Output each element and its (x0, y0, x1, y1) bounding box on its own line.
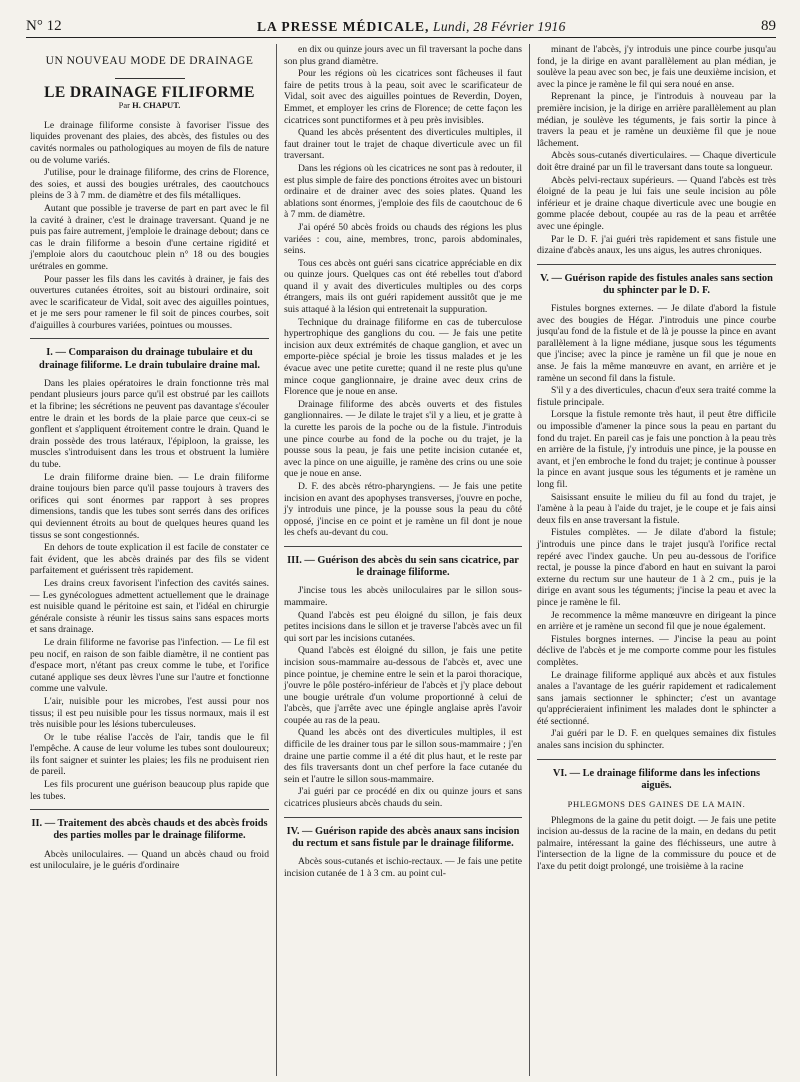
paragraph: Par le D. F. j'ai guéri très rapidement et sans fistule une dizaine d'abcès anaux, les uns aigus, les autres chroniques. (537, 233, 776, 257)
issue-number: N° 12 (26, 18, 62, 34)
paragraph: Dans les régions où les cicatrices ne sont pas à redouter, il est plus simple de faire des ponctions étroites avec un bistouri ordinaire et de drainer avec des soies plates. Quand les ablations sont énormes, j'emploie des fils de caoutchouc de 6 à 7 mm. de diamètre. (284, 162, 522, 221)
paragraph: Lorsque la fistule remonte très haut, il peut être difficile ou impossible d'amener la pince sous la peau en partant du fond du trajet. En pareil cas je fais une ponction à la peau très en arrière de la fistule, j'y introduis une pince, je la pousse en avant, et j'en embroche le fond du trajet; je continue à pousser la pince en avant jusque sous les téguments et je ramène un long fil. (537, 409, 776, 490)
paragraph: Les drains creux favorisent l'infection des cavités saines. — Les gynécologues admettent actuellement que le drainage est nuisible quand le péritoine est sain, et l'idéal en chirurgie générale consiste à réunir les tissus sains sans espaces morts et sans drainage. (30, 577, 269, 636)
paragraph: Abcès sous-cutanés diverticulaires. — Chaque diverticule doit être drainé par un fil le traversant dans toute sa longueur. (537, 150, 776, 173)
paragraph: Je recommence la même manœuvre en dirigeant la pince en arrière et je ramène un second fil que je noue également. (537, 609, 776, 633)
journal-line (257, 19, 566, 35)
paragraph: J'ai guéri par ce procédé en dix ou quinze jours et sans cicatrices plusieurs abcès chauds du sein. (284, 786, 522, 810)
paragraph: Quand l'abcès est éloigné du sillon, je fais une petite incision sous-mammaire au-dessous de l'abcès et, avec une pince pointue, je chemine entre le sein et la paroi thoracique, j'ouvre le pôle postéro-inférieur de l'abcès et j'y place debout une bougie urétrale d'un volume proportionné à celui de l'abcès, que j'arrête avec une épingle anglaise après l'avoir coupée au ras de la peau. (284, 645, 522, 726)
paragraph: Le drainage filiforme appliqué aux abcès et aux fistules anales a l'avantage de les guérir rapidement et radicalement sans jamais sectionner le sphincter; c'est un avantage qu'apprécieraient infiniment les malades dont le sphincter a été sectionné. (537, 669, 776, 727)
title-rule (115, 78, 185, 79)
paragraph: Le drain filiforme ne favorise pas l'infection. — Le fil est peu nocif, en raison de son faible diamètre, il ne contient pas d'espace mort, n'étant pas creux comme le tube, et l'orifice cutané applique ses deux lèvres l'une sur l'autre et fonctionne comme une valvule. (30, 636, 269, 695)
paragraph: Dans les plaies opératoires le drain fonctionne très mal pendant plusieurs jours parce qu'il est obstrué par les caillots et la fibrine; les sécrétions ne peuvent pas davantage s'écouler entre le drain et les bords de la plaie parce que ceux-ci se gonflent et s'appliquent étroitement contre le drain. Quand le drain possède des trous latéraux, l'épiploon, la graisse, les muscles s'introduisent dans les trous et obstruent la lumière du tube. (30, 377, 269, 471)
paragraph: S'il y a des diverticules, chacun d'eux sera traité comme la fistule principale. (537, 385, 776, 408)
paragraph: Quand les abcès présentent des diverticules multiples, il faut drainer tout le trajet de chaque diverticule avec un fil traversant. (284, 127, 522, 162)
column-3-text (537, 44, 776, 257)
paragraph: Quand l'abcès est peu éloigné du sillon, je fais deux petites incisions dans le sillon et je traverse l'abcès avec un fil qui sort par les incisions cutanées. (284, 609, 522, 644)
page-number: 89 (760, 18, 776, 34)
paragraph: Autant que possible je traverse de part en part avec le fil la cavité à drainer, c'est le drainage traversant. Quand je ne puis pas faire autrement, j'emploie le drainage debout; dans ce cas le drain filiforme a besoin d'une certaine rigidité et j'emploie alors du caoutchouc plein n° 18 ou des bougies urétrales en gomme. (30, 202, 269, 272)
section-1-text (30, 378, 269, 802)
section-separator (537, 759, 776, 760)
paragraph: Pour passer les fils dans les cavités à drainer, je fais des ouvertures cutanées étroites, soit au bistouri ordinaire, soit avec le scarificateur de Vidal, soit avec des aiguilles pointues, et je me sers pour ramener le fil soit de pinces courbes, soit d'aiguilles à courbures variées, pointues ou mousses. (30, 273, 269, 331)
section-separator (30, 338, 269, 339)
paragraph: En dehors de toute explication il est facile de constater ce fait évident, que les abcès drainés par des fils se vident parfaitement et guérissent très rapidement. (30, 542, 269, 577)
section-6-heading: VI. — Le drainage filiforme dans les infections aiguës. (552, 767, 761, 791)
section-6-start: Phlegmons de la gaine du petit doigt. — Je fais une petite incision au-dessus de la racine de la main, en dedans du petit palmaire, intéressant la gaine des fléchisseurs, une autre à l'intersection de la ligne de la commissure du pouce et de l'axe du petit doigt prolongé, une troisième à la racine (537, 814, 776, 873)
section-4-heading: IV. — Guérison rapide des abcès anaux sans incision du rectum et sans fistule par le drainage filiforme. (286, 825, 520, 849)
paragraph: Fistules borgnes internes. — J'incise la peau au point déclive de l'abcès et je me comporte comme pour les fistules complètes. (537, 633, 776, 668)
paragraph: Fistules complètes. — Je dilate d'abord la fistule; j'introduis une pince dans le trajet jusqu'à l'orifice rectal repéré avec l'index gauche. Un peu au-dessous de l'orifice rectal, je pousse la pince d'abord en haut en suivant la paroi externe du rectum sur une hauteur de 1 à 2 cm., puis je la dirige en avant sous les téguments; j'incise la peau et avec la pince je ramène le fil. (537, 527, 776, 608)
section-4-start: Abcès sous-cutanés et ischio-rectaux. — Je fais une petite incision cutanée de 1 à 3 cm. au point cul- (284, 856, 522, 879)
paragraph: J'ai opéré 50 abcès froids ou chauds des régions les plus variées : cou, aine, membres, tronc, parois abdominales, seins. (284, 221, 522, 257)
column-3 (530, 44, 778, 1076)
paragraph: Quand les abcès ont des diverticules multiples, il est difficile de les drainer tous par le sillon sous-mammaire ; j'en draine une partie comme il a été dit plus haut, et le reste par des fils traversants dont un chef perfore la face cutanée du sein et l'autre le sillon sous-mammaire. (284, 727, 522, 785)
paragraph: Pour les régions où les cicatrices sont fâcheuses il faut faire de petits trous à la peau, soit avec le scarificateur de Vidal, soit avec des aiguilles pointues de Reverdin, Doyen, Emmet, et employer les crins de Florence; de cette façon les cicatrices sont punctiformes et à peu près invisibles. (284, 68, 522, 126)
paragraph: Drainage filiforme des abcès ouverts et des fistules ganglionnaires. — Je dilate le trajet s'il y a lieu, et je gratte à la curette les parois de la poche ou de la fistule. J'introduis une pince courbe au fond de la poche ou du trajet, je la pousse sous la peau, je fais une petite incision cutanée et, avec la pince on une aiguille, je ramène des crins ou une soie que je noue en anse. (284, 398, 522, 480)
paragraph: Les fils procurent une guérison beaucoup plus rapide que les tubes. (30, 779, 269, 802)
section-3-text (284, 585, 522, 809)
byline-prefix: Par (118, 100, 130, 111)
paragraph: Technique du drainage filiforme en cas de tuberculose hypertrophique des ganglions du cou. — Je fais une petite incision aux deux extrémités de chaque ganglion, et avec un emporte-pièce spécial je broie les tissus malades et je les évacue avec une petite curette; quand il ne reste plus qu'une mince coque ganglionnaire, je draine avec deux crins de Florence que je noue en anse. (284, 316, 522, 398)
paragraph: minant de l'abcès, j'y introduis une pince courbe jusqu'au fond, je la dirige en avant parallèlement au plan médian, je soulève la peau avec son bec, je fais une deuxième incision, et avec la pince je ramène le fil qui sera noué en anse. (537, 44, 776, 90)
journal-name: LA PRESSE MÉDICALE, (256, 19, 430, 34)
column-2-text (284, 44, 522, 539)
section-separator (30, 809, 269, 810)
paragraph: Tous ces abcès ont guéri sans cicatrice appréciable en dix ou quinze jours. Quelques cas ont été rebelles tout d'abord quand il y avait des diverticules multiples ou des corps étrangers, mais ils ont guéri rapidement aussitôt que je me suis attaqué à la lésion qui entretenait la suppuration. (284, 257, 522, 316)
paragraph: Saisissant ensuite le milieu du fil au fond du trajet, je l'amène à la peau à l'aide du trajet, je le coupe et je fais ainsi deux fils en anse traversant la fistule. (537, 491, 776, 526)
paragraph: Abcès pelvi-rectaux supérieurs. — Quand l'abcès est très éloigné de la peau je lui fais une seule incision au pôle inférieur et je draine chaque diverticule avec une bougie en gomme placée debout, coupée au ras de la peau et arrêtée avec une épingle. (537, 174, 776, 232)
section-3-heading: III. — Guérison des abcès du sein sans cicatrice, par le drainage filiforme. (287, 554, 519, 579)
paragraph: J'utilise, pour le drainage filiforme, des crins de Florence, des soies, et aussi des bougies urétrales, des caoutchoucs pleins de 3 à 7 mm. de diamètre et des fils métalliques. (30, 167, 269, 202)
columns (26, 44, 778, 1076)
author-name: H. CHAPUT. (132, 100, 181, 111)
subheading: PHLEGMONS DES GAINES DE LA MAIN. (567, 799, 746, 810)
section-separator (284, 546, 522, 547)
paragraph: Reprenant la pince, je l'introduis à nouveau par la première incision, je la dirige en arrière parallèlement au plan médian, je soulève les téguments, je fais sortir la pince à travers la peau et je ramène un deuxième fil que je noue lâchement. (537, 91, 776, 149)
paragraph: Le drainage filiforme consiste à favoriser l'issue des liquides provenant des plaies, des abcès, des fistules ou des cavités normales ou pathologiques au moyen de fils de nature ou de volume variés. (30, 119, 269, 166)
section-separator (284, 817, 522, 818)
intro-text (30, 120, 269, 332)
section-1-heading: I. — Comparaison du drainage tubulaire et du drainage filiforme. Le drain tubulaire draine mal. (39, 347, 260, 371)
paragraph: Le drain filiforme draine bien. — Le drain filiforme draine toujours bien parce qu'il passe toujours à travers des orifices qui sont énormes par rapport à ses propres dimensions, tandis que les tubes sont serrés dans des orifices qui deviennent étroits au bout de quelques heures quand les tissus se sont congestionnés. (30, 471, 269, 541)
section-5-text (537, 303, 776, 752)
section-5-heading: V. — Guérison rapide des fistules anales sans section du sphincter par le D. F. (540, 272, 773, 296)
column-2 (276, 44, 530, 1076)
section-separator (537, 264, 776, 265)
article-title: LE DRAINAGE FILIFORME (44, 83, 255, 101)
issue-date: Lundi, 28 Février 1916 (433, 19, 566, 34)
paragraph: Fistules borgnes externes. — Je dilate d'abord la fistule avec des bougies de Hégar. J'introduis une pince courbe jusqu'au fond de la fistule et de là je pousse la pince en avant parallèlement à la ligne médiane, jusque sous les téguments que j'incise; avec la pince je ramène un fil que je noue en anse. Je fais la même manœuvre en avant, en arrière et je ramène un second fil dans la fistule. (537, 303, 776, 384)
section-2-start: Abcès uniloculaires. — Quand un abcès chaud ou froid est uniloculaire, je le guéris d'ordinaire (30, 848, 269, 872)
paragraph: J'incise tous les abcès uniloculaires par le sillon sous-mammaire. (284, 585, 522, 608)
page-header (26, 0, 776, 38)
article-kicker: UN NOUVEAU MODE DE DRAINAGE (45, 55, 254, 67)
column-1 (26, 44, 276, 1076)
section-2-heading: II. — Traitement des abcès chauds et des abcès froids des parties molles par le drainage filiforme. (31, 818, 268, 842)
article-byline (30, 100, 269, 112)
paragraph: L'air, nuisible pour les microbes, l'est aussi pour nos tissus; il est peu nuisible pour les tissus normaux, mais il est très nuisible pour les lésions tuberculeuses. (30, 695, 269, 731)
paragraph: D. F. des abcès rétro-pharyngiens. — Je fais une petite incision en avant des apophyses transverses, j'ouvre en poche, j'y introduis une pince, je la pousse sous la peau du côté opposé, j'incise en ce point et je ramène un fil dont je noue les chefs au-devant du cou. (284, 480, 522, 539)
paragraph: Or le tube réalise l'accès de l'air, tandis que le fil l'empêche. A cause de leur volume les tubes sont douloureux; ils font saigner et suinter les plaies; les fils ne produisent rien de pareil. (30, 731, 269, 778)
paragraph: en dix ou quinze jours avec un fil traversant la poche dans son plus grand diamètre. (284, 44, 522, 67)
paragraph: J'ai guéri par le D. F. en quelques semaines dix fistules anales sans incision du sphincter. (537, 728, 776, 752)
